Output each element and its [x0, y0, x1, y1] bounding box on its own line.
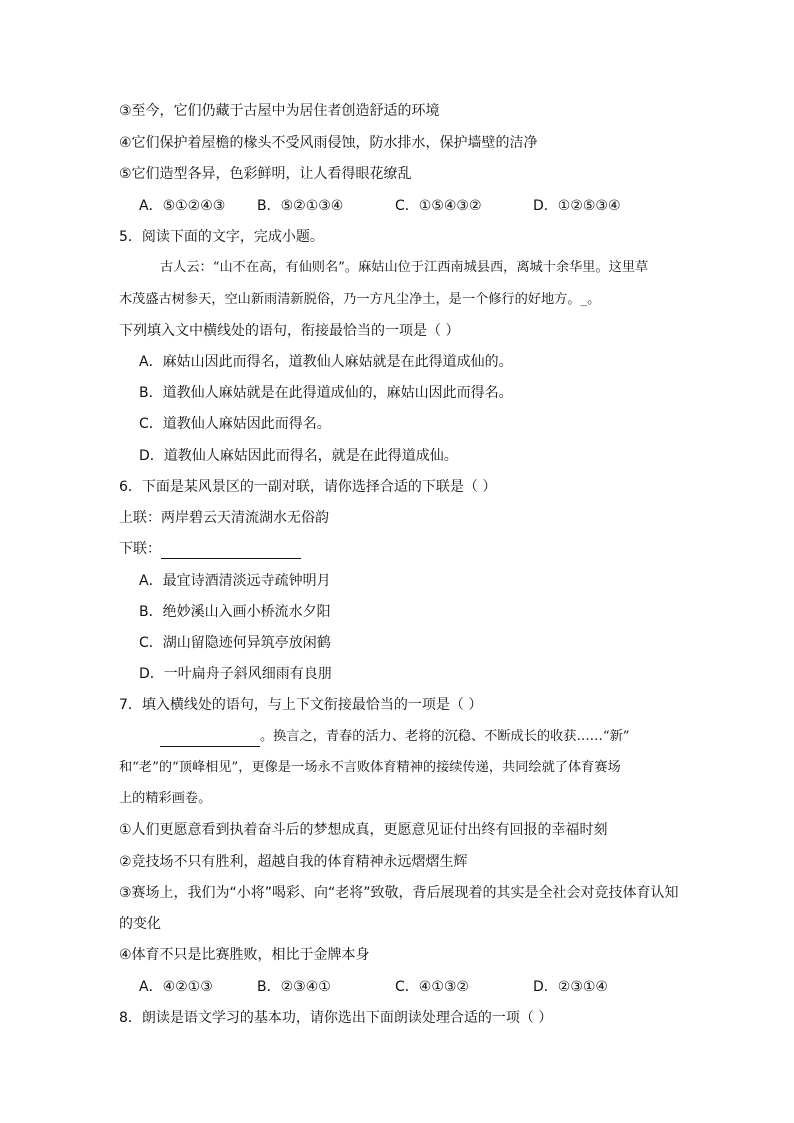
q7-item-3-line-2: 的变化: [119, 916, 161, 932]
q7-option-b[interactable]: B．②③④①: [257, 979, 331, 995]
q6-option-a[interactable]: A．最宜诗酒清淡远寺疏钟明月: [139, 573, 331, 589]
q4-option-b[interactable]: B．⑤②①③④: [257, 198, 344, 214]
q7-stem: 7．填入横线处的语句，与上下文衔接最恰当的一项是（ ）: [119, 697, 483, 713]
q7-item-3-line-1: ③赛场上，我们为“小将”喝彩、向“老将”致敬，背后展现着的其实是全社会对竞技体育认知: [119, 885, 679, 901]
q7-option-d[interactable]: D．②③①④: [533, 979, 608, 995]
q6-option-d[interactable]: D．一叶扁舟子斜风细雨有良朋: [139, 666, 332, 682]
q5-option-c[interactable]: C．道教仙人麻姑因此而得名。: [139, 416, 331, 432]
q4-item-4: ④它们保护着屋檐的椽头不受风雨侵蚀，防水排水，保护墙壁的洁净: [119, 135, 538, 151]
q7-passage-text-1: 。换言之，青春的活力、老将的沉稳、不断成长的收获……“新”: [260, 729, 630, 744]
q5-option-d[interactable]: D．道教仙人麻姑因此而得名，就是在此得道成仙。: [139, 448, 458, 464]
q4-option-a[interactable]: A．⑤①②④③: [139, 198, 226, 214]
q4-item-3: ③至今，它们仍藏于古屋中为居住者创造舒适的环境: [119, 103, 440, 119]
q5-question: 下列填入文中横线处的语句，衔接最恰当的一项是（ ）: [119, 323, 460, 339]
q4-option-d[interactable]: D．①②⑤③④: [533, 198, 621, 214]
q6-stem: 6．下面是某风景区的一副对联，请你选择合适的下联是（ ）: [119, 479, 497, 495]
q4-option-c[interactable]: C．①⑤④③②: [395, 198, 482, 214]
q7-answer-blank[interactable]: [160, 730, 260, 747]
q5-passage-line-2: 木茂盛古树参天，空山新雨清新脱俗，乃一方凡尘净土，是一个修行的好地方。_。: [119, 292, 601, 307]
q6-lower-label: 下联：: [119, 541, 161, 557]
q7-passage-line-1: [160, 727, 630, 747]
q4-item-5: ⑤它们造型各异，色彩鲜明，让人看得眼花缭乱: [119, 166, 412, 182]
q5-stem: 5．阅读下面的文字，完成小题。: [119, 229, 324, 245]
q6-option-c[interactable]: C．湖山留隐迹何异筑亭放闲鹤: [139, 635, 331, 651]
q7-passage-line-2: 和“老”的“顶峰相见”，更像是一场永不言败体育精神的接续传递，共同绘就了体育赛场: [119, 760, 621, 775]
q7-item-1: ①人们更愿意看到执着奋斗后的梦想成真，更愿意见证付出终有回报的幸福时刻: [119, 822, 608, 838]
q6-answer-blank[interactable]: [161, 542, 301, 559]
q6-upper-couplet: 上联：两岸碧云天清流湖水无俗韵: [119, 510, 329, 526]
q5-option-b[interactable]: B．道教仙人麻姑就是在此得道成仙的，麻姑山因此而得名。: [139, 385, 513, 401]
q7-option-a[interactable]: A．④②①③: [139, 979, 213, 995]
q7-passage-line-3: 上的精彩画卷。: [119, 791, 212, 806]
q7-item-4: ④体育不只是比赛胜败，相比于金牌本身: [119, 947, 370, 963]
q6-lower-couplet: [119, 539, 301, 559]
q7-option-c[interactable]: C．④①③②: [395, 979, 469, 995]
q5-passage-line-1: 古人云：“山不在高，有仙则名”。麻姑山位于江西南城县西，离城十余华里。这里草: [160, 260, 649, 275]
q6-option-b[interactable]: B．绝妙溪山入画小桥流水夕阳: [139, 604, 331, 620]
q5-option-a[interactable]: A．麻姑山因此而得名，道教仙人麻姑就是在此得道成仙的。: [139, 354, 513, 370]
q8-stem: 8．朗读是语文学习的基本功，请你选出下面朗读处理合适的一项（ ）: [119, 1010, 553, 1026]
q7-item-2: ②竞技场不只有胜利，超越自我的体育精神永远熠熠生辉: [119, 854, 468, 870]
